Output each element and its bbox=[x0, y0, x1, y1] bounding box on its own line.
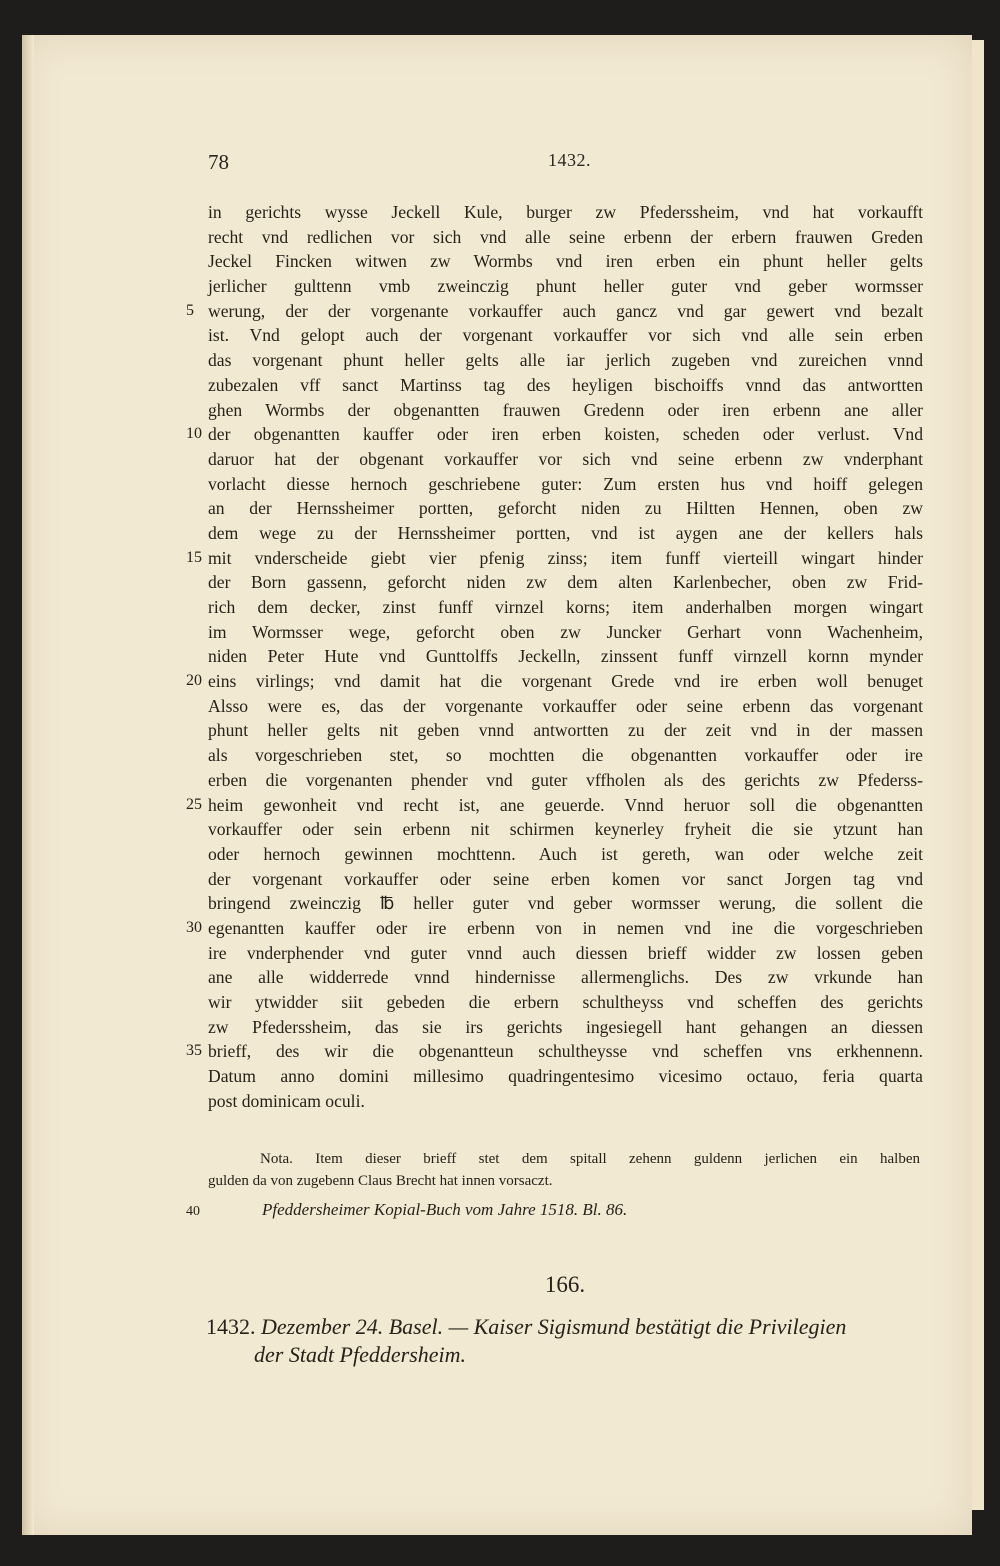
line-text: Alsso were es, das der vorgenante vorkauffer oder seine erbenn das vorgenant bbox=[208, 695, 923, 716]
line-number: 40 bbox=[186, 1204, 200, 1219]
line-text: Jeckel Fincken witwen zw Wormbs vnd iren erben ein phunt heller gelts bbox=[208, 251, 923, 272]
line-number: 35 bbox=[186, 1042, 202, 1060]
line-text: im Wormsser wege, geforcht oben zw Juncker Gerhart vonn Wachenheim, bbox=[208, 621, 923, 642]
text-line bbox=[208, 817, 923, 842]
text-line bbox=[208, 965, 923, 990]
text-line bbox=[208, 496, 923, 521]
line-text: ghen Wormbs der obgenantten frauwen Gredenn oder iren erbenn ane aller bbox=[208, 399, 923, 420]
line-text: der Born gassenn, geforcht niden zw dem alten Karlenbecher, oben zw Frid- bbox=[208, 572, 923, 593]
line-number: 25 bbox=[186, 795, 202, 813]
page-gutter-shadow bbox=[22, 35, 34, 1535]
text-line bbox=[186, 299, 923, 324]
regest-summary: Dezember 24. Basel. — Kaiser Sigismund bestätigt die Privilegien bbox=[261, 1314, 847, 1339]
line-text: als vorgeschrieben stet, so mochtten die obgenantten vorkauffer oder ire bbox=[208, 745, 923, 766]
line-text: rich dem decker, zinst funff virnzel korns; item anderhalben morgen wingart bbox=[208, 597, 923, 617]
text-line bbox=[208, 867, 923, 892]
text-line bbox=[208, 348, 923, 373]
text-line bbox=[208, 941, 923, 966]
line-text: das vorgenant phunt heller gelts alle iar jerlich zugeben vnd zureichen vnnd bbox=[208, 350, 923, 371]
line-text: in gerichts wysse Jeckell Kule, burger zw Pfederssheim, vnd hat vorkaufft bbox=[208, 202, 923, 222]
line-text: recht vnd redlichen vor sich vnd alle seine erbenn der erbern frauwen Greden bbox=[208, 226, 923, 247]
line-number: 30 bbox=[186, 918, 202, 936]
text-line bbox=[208, 743, 923, 768]
text-line bbox=[208, 249, 923, 274]
text-line bbox=[186, 793, 923, 818]
text-line bbox=[208, 990, 923, 1015]
text-line bbox=[208, 842, 923, 867]
line-text: erben die vorgenanten phender vnd guter vffholen als des gerichts zw Pfederss- bbox=[208, 769, 923, 790]
line-text: mit vnderscheide giebt vier pfenig zinss; item funff vierteill wingart hinder bbox=[208, 547, 923, 568]
line-number: 5 bbox=[186, 301, 194, 319]
text-line bbox=[208, 200, 923, 225]
line-text: Datum anno domini millesimo quadringentesimo vicesimo octauo, feria quarta bbox=[208, 1066, 923, 1087]
text-line bbox=[208, 595, 923, 620]
text-line bbox=[208, 891, 923, 916]
text-line bbox=[186, 1039, 923, 1064]
line-text: post dominicam oculi. bbox=[208, 1090, 365, 1111]
text-line bbox=[208, 373, 923, 398]
text-line bbox=[208, 694, 923, 719]
citation-text: Pfeddersheimer Kopial-Buch vom Jahre 1518. Bl. 86. bbox=[262, 1200, 628, 1219]
regest-line-2: der Stadt Pfeddersheim. bbox=[254, 1342, 467, 1367]
line-text: dem wege zu der Hernssheimer portten, vnd ist aygen ane der kellers hals bbox=[208, 522, 923, 543]
line-text: daruor hat der obgenant vorkauffer vor sich vnd seine erbenn zw vnderphant bbox=[208, 448, 923, 469]
line-text: eins virlings; vnd damit hat die vorgenant Grede vnd ire erben woll benuget bbox=[208, 671, 923, 692]
regest-date: 1432. bbox=[206, 1314, 256, 1339]
page-number: 78 bbox=[208, 150, 229, 174]
line-number: 10 bbox=[186, 425, 202, 443]
text-line bbox=[208, 1089, 923, 1114]
document-number: 166. bbox=[544, 1272, 586, 1297]
line-text: ane alle widderrede vnnd hindernisse allermenglichs. Des zw vrkunde han bbox=[208, 967, 923, 988]
text-line bbox=[208, 225, 923, 250]
line-text: vorkauffer oder sein erbenn nit schirmen keynerley fryheit die sie ytzunt han bbox=[208, 819, 923, 840]
nota-line-1: Nota. Item dieser brieff stet dem spitall zehenn guldenn jerlichen ein halben bbox=[260, 1151, 920, 1167]
line-number: 15 bbox=[186, 548, 202, 566]
line-text: vorlacht diesse hernoch geschriebene guter: Zum ersten hus vnd hoiff gelegen bbox=[208, 473, 923, 494]
text-line bbox=[208, 620, 923, 645]
line-text: phunt heller gelts nit geben vnnd antwortten zu der zeit vnd in der massen bbox=[208, 720, 923, 741]
document-body bbox=[186, 200, 923, 1113]
line-number: 20 bbox=[186, 672, 202, 690]
line-text: zubezalen vff sanct Martinss tag des heyligen bischoiffs vnnd das antwortten bbox=[208, 374, 923, 395]
text-line bbox=[208, 768, 923, 793]
line-text: oder hernoch gewinnen mochttenn. Auch ist gereth, wan oder welche zeit bbox=[208, 843, 923, 864]
line-text: brieff, des wir die obgenantteun schultheysse vnd scheffen vns erkhennenn. bbox=[208, 1041, 923, 1062]
line-text: der vorgenant vorkauffer oder seine erben komen vor sanct Jorgen tag vnd bbox=[208, 868, 923, 889]
text-line bbox=[186, 422, 923, 447]
text-line bbox=[186, 546, 923, 571]
text-line bbox=[208, 1015, 923, 1040]
line-text: ire vnderphender vnd guter vnnd auch diessen brieff widder zw lossen geben bbox=[208, 942, 923, 963]
text-line bbox=[208, 447, 923, 472]
regest-line-1 bbox=[206, 1313, 926, 1341]
running-header-year: 1432. bbox=[548, 150, 591, 170]
text-line bbox=[208, 1064, 923, 1089]
line-text: ist. Vnd gelopt auch der vorgenant vorkauffer vor sich vnd alle sein erben bbox=[208, 325, 923, 346]
line-text: bringend zweinczig ℔ heller guter vnd geber wormsser werung, die sollent die bbox=[208, 893, 923, 914]
line-text: der obgenantten kauffer oder iren erben koisten, scheden oder verlust. Vnd bbox=[208, 424, 923, 445]
line-text: zw Pfederssheim, das sie irs gerichts ingesiegell hant gehangen an diessen bbox=[208, 1016, 923, 1037]
regest-heading bbox=[206, 1313, 926, 1369]
text-line bbox=[208, 570, 923, 595]
line-text: egenantten kauffer oder ire erbenn von in nemen vnd ine die vorgeschrieben bbox=[208, 917, 923, 938]
text-line bbox=[208, 472, 923, 497]
line-text: werung, der der vorgenante vorkauffer auch gancz vnd gar gewert vnd bezalt bbox=[208, 300, 923, 321]
text-line bbox=[208, 323, 923, 348]
text-line bbox=[208, 521, 923, 546]
text-line bbox=[208, 644, 923, 669]
line-text: an der Hernssheimer portten, geforcht niden zu Hiltten Hennen, oben zw bbox=[208, 498, 923, 519]
line-text: wir ytwidder siit gebeden die erbern schultheyss vnd scheffen des gerichts bbox=[208, 992, 923, 1012]
text-line bbox=[186, 916, 923, 941]
line-text: jerlicher gulttenn vmb zweinczig phunt heller guter vnd geber wormsser bbox=[208, 276, 923, 297]
text-line bbox=[208, 274, 923, 299]
nota-line-2: gulden da von zugebenn Claus Brecht hat innen vorsaczt. bbox=[208, 1173, 553, 1189]
line-text: niden Peter Hute vnd Gunttolffs Jeckelln, zinssent funff virnzell kornn mynder bbox=[208, 646, 923, 667]
text-line bbox=[208, 718, 923, 743]
text-line bbox=[186, 669, 923, 694]
text-line bbox=[208, 398, 923, 423]
nota-footnote bbox=[208, 1148, 920, 1192]
line-text: heim gewonheit vnd recht ist, ane geuerde. Vnnd heruor soll die obgenantten bbox=[208, 794, 923, 815]
